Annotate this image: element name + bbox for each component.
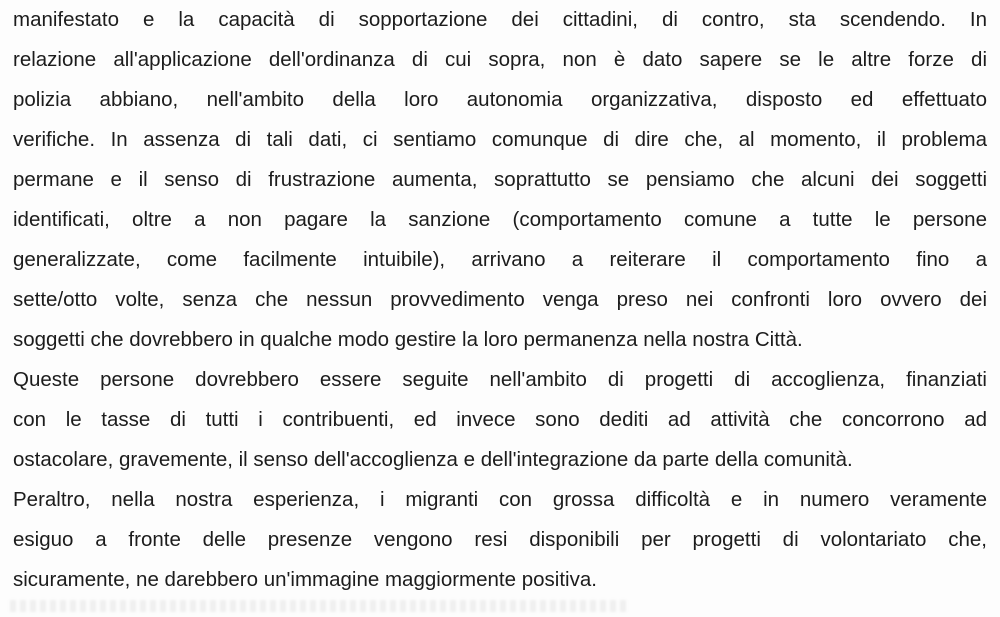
text-line-15: sicuramente, ne darebbero un'immagine maggiormente positiva.	[13, 568, 597, 591]
text-line-7: generalizzate, come facilmente intuibile), arrivano a reiterare il comportamento fino a	[13, 248, 987, 271]
text-line-1: manifestato e la capacità di sopportazione dei cittadini, di contro, sta scendendo. In	[13, 8, 987, 31]
text-line-12: ostacolare, gravemente, il senso dell'accoglienza e dell'integrazione da parte della comunità.	[13, 448, 853, 471]
text-line-5: permane e il senso di frustrazione aumenta, soprattutto se pensiamo che alcuni dei soggetti	[13, 168, 987, 191]
text-line-8: sette/otto volte, senza che nessun provvedimento venga preso nei confronti loro ovvero dei	[13, 288, 987, 311]
text-line-2: relazione all'applicazione dell'ordinanza di cui sopra, non è dato sapere se le altre forze di	[13, 48, 987, 71]
text-line-11: con le tasse di tutti i contribuenti, ed invece sono dediti ad attività che concorrono ad	[13, 408, 987, 431]
text-line-6: identificati, oltre a non pagare la sanzione (comportamento comune a tutte le persone	[13, 208, 987, 231]
text-line-10: Queste persone dovrebbero essere seguite nell'ambito di progetti di accoglienza, finanziati	[13, 368, 987, 391]
scan-bleed-through	[10, 600, 630, 612]
text-line-9: soggetti che dovrebbero in qualche modo gestire la loro permanenza nella nostra Città.	[13, 328, 803, 351]
text-line-3: polizia abbiano, nell'ambito della loro autonomia organizzativa, disposto ed effettuato	[13, 88, 987, 111]
text-line-14: esiguo a fronte delle presenze vengono resi disponibili per progetti di volontariato che,	[13, 528, 987, 551]
text-line-13: Peraltro, nella nostra esperienza, i migranti con grossa difficoltà e in numero veramente	[13, 488, 987, 511]
text-line-4: verifiche. In assenza di tali dati, ci sentiamo comunque di dire che, al momento, il problema	[13, 128, 987, 151]
